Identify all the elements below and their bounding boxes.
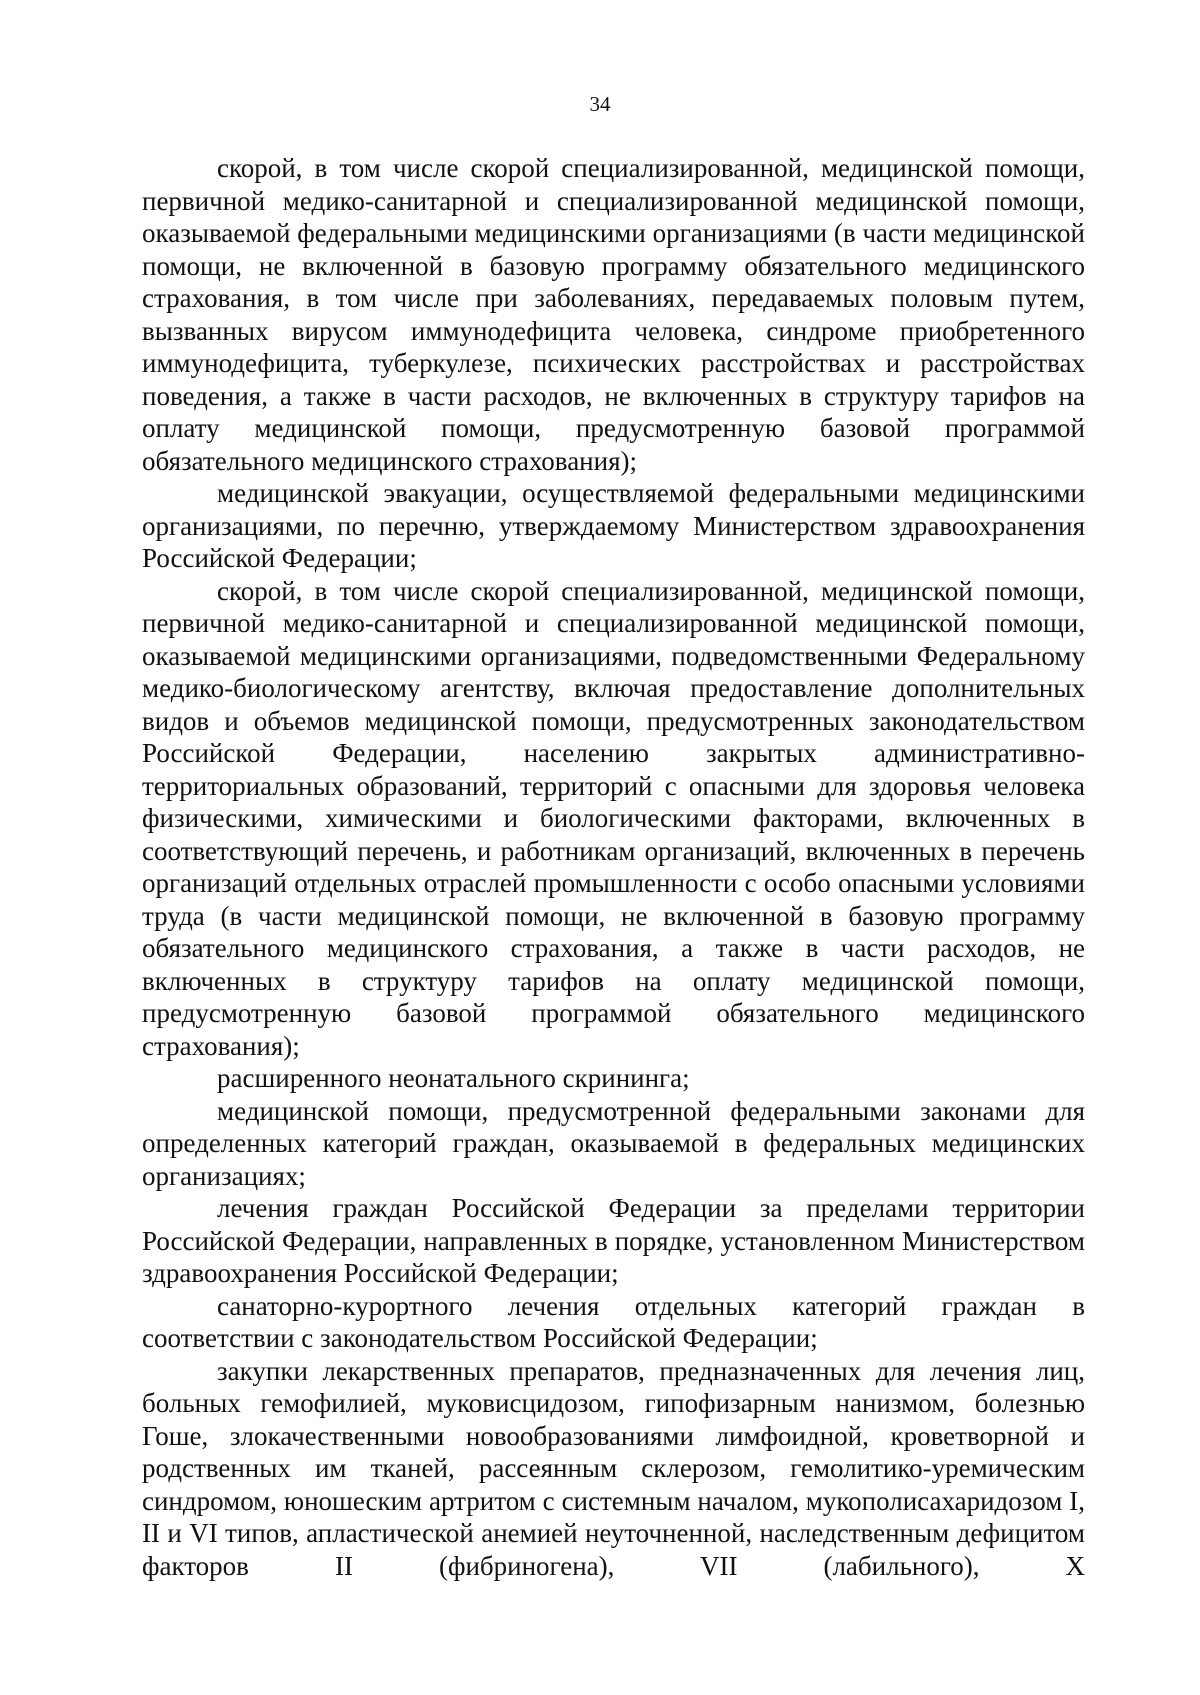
paragraph-sanatorium-treatment: санаторно-курортного лечения отдельных категорий граждан в соответствии с законодательством Российской Федерации;	[142, 1290, 1085, 1353]
paragraph-fmba-care: скорой, в том числе скорой специализированной, медицинской помощи, первичной медико-санитарной и специализированной медицинской помощи, оказываемой медицинскими организациями, подведомственными Федеральному медико-биологическому агентству, включая предоставление дополнительных видов и объемов медицинской помощи, предусмотренных законодательством Российской Федерации, населению закрытых административно-территориальных образований, территорий с опасными для здоровья человека физическими, химическими и биологическими факторами, включенных в соответствующий перечень, и работникам организаций, включенных в перечень организаций отдельных отраслей промышленности с особо опасными условиями труда (в части медицинской помощи, не включенной в базовую программу обязательного медицинского страхования, а также в части расходов, не включенных в структуру тарифов на оплату медицинской помощи, предусмотренную базовой программой обязательного медицинского страхования);	[142, 575, 1085, 1061]
paragraph-treatment-abroad: лечения граждан Российской Федерации за пределами территории Российской Федерации, направленных в порядке, установленном Министерством здравоохранения Российской Федерации;	[142, 1193, 1085, 1288]
page-number: 34	[589, 92, 611, 116]
document-body	[142, 152, 1085, 1582]
paragraph-drug-procurement: закупки лекарственных препаратов, предназначенных для лечения лиц, больных гемофилией, муковисцидозом, гипофизарным нанизмом, болезнью Гоше, злокачественными новообразованиями лимфоидной, кроветворной и родственных им тканей, рассеянным склерозом, гемолитико-уремическим синдромом, юношеским артритом с системным началом, мукополисахаридозом I, II и VI типов, апластической анемией неуточненной, наследственным дефицитом факторов II (фибриногена), VII (лабильного), X	[142, 1355, 1085, 1581]
paragraph-medical-evacuation: медицинской эвакуации, осуществляемой федеральными медицинскими организациями, по перечню, утверждаемому Министерством здравоохранения Российской Федерации;	[142, 478, 1085, 573]
paragraph-federal-laws-care: медицинской помощи, предусмотренной федеральными законами для определенных категорий граждан, оказываемой в федеральных медицинских организациях;	[142, 1095, 1085, 1191]
paragraph-specialized-care: скорой, в том числе скорой специализированной, медицинской помощи, первичной медико-санитарной и специализированной медицинской помощи, оказываемой федеральными медицинскими организациями (в части медицинской помощи, не включенной в базовую программу обязательного медицинского страхования, в том числе при заболеваниях, передаваемых половым путем, вызванных вирусом иммунодефицита человека, синдроме приобретенного иммунодефицита, туберкулезе, психических расстройствах и расстройствах поведения, а также в части расходов, не включенных в структуру тарифов на оплату медицинской помощи, предусмотренную базовой программой обязательного медицинского страхования);	[142, 153, 1085, 476]
paragraph-neonatal-screening: расширенного неонатального скрининга;	[217, 1063, 690, 1093]
